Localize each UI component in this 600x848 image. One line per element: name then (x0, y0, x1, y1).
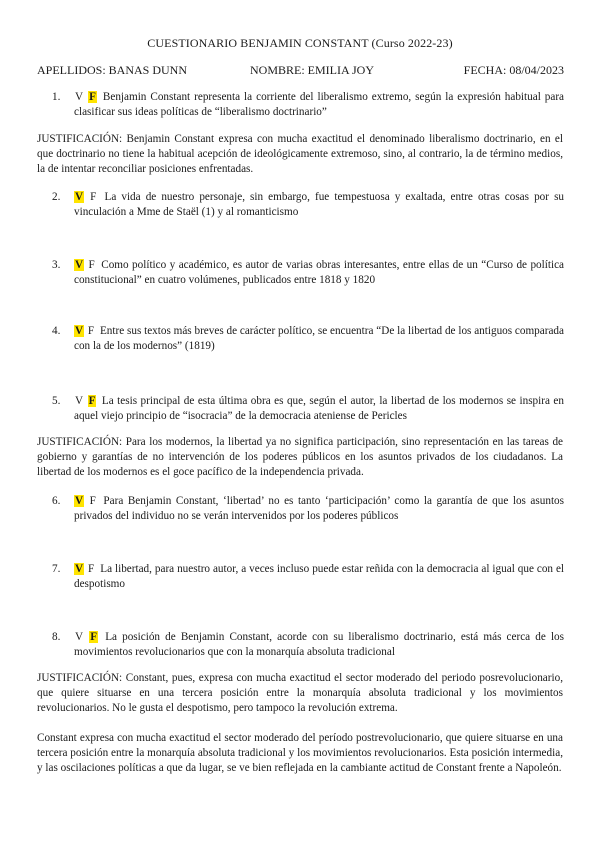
question-number: 5. (52, 395, 61, 407)
option-v[interactable]: V (75, 259, 84, 271)
question-text: Para Benjamin Constant, ‘libertad’ no es tanto ‘participación’ como la garantía de que los asuntos privados del individuo no se verán intervenidos por los poderes públicos (74, 495, 564, 522)
question-number: 6. (52, 495, 61, 507)
option-f[interactable]: F (89, 91, 96, 103)
question-text: Entre sus textos más breves de carácter político, se encuentra “De la libertad de los antiguos comparada con la de los modernos” (1819) (74, 325, 564, 352)
option-v[interactable]: V (75, 563, 84, 575)
justification-5: JUSTIFICACIÓN: Para los modernos, la libertad ya no significa participación, sino representación en las tareas de gobierno y garantías de no intervención de los poderes públicos en los asuntos privados de los ciudadanos. La libertad de los modernos es el goce pacífico de la independencia privada. (37, 436, 563, 478)
question-number: 7. (52, 563, 61, 575)
true-false-options (74, 395, 100, 407)
fecha-field: FECHA: 08/04/2023 (463, 63, 564, 77)
option-v[interactable]: V (75, 395, 84, 407)
option-f[interactable]: F (89, 495, 96, 507)
option-v[interactable]: V (75, 495, 84, 507)
true-false-options (74, 91, 101, 103)
option-v[interactable]: V (75, 91, 84, 103)
nombre-field: NOMBRE: EMILIA JOY (250, 63, 375, 77)
question-4 (52, 324, 564, 354)
option-v[interactable]: V (75, 191, 84, 203)
justification-8: JUSTIFICACIÓN: Constant, pues, expresa con mucha exactitud el sector moderado del periodo posrevolucionario, que quiere situarse en una tercera posición entre la monarquía absoluta tradicional y los movimientos revolucionarios. No le gusta el despotismo, pero tampoco la revolución extrema. (37, 672, 563, 714)
question-number: 4. (52, 325, 61, 337)
option-v[interactable]: V (75, 631, 84, 643)
option-f[interactable]: F (87, 325, 95, 337)
option-f[interactable]: F (90, 191, 97, 203)
question-5 (52, 394, 564, 424)
question-1 (52, 90, 564, 120)
option-f[interactable]: F (90, 631, 98, 643)
true-false-options (74, 191, 102, 203)
option-f[interactable]: F (88, 395, 96, 407)
question-number: 8. (52, 631, 61, 643)
question-number: 3. (52, 259, 61, 271)
true-false-options (74, 495, 101, 507)
true-false-options (74, 631, 103, 643)
question-text: La vida de nuestro personaje, sin embargo, fue tempestuosa y exaltada, entre otras cosas por su vinculación a Mme de Staël (1) y al romanticismo (74, 191, 565, 218)
question-text: La libertad, para nuestro autor, a veces incluso puede estar reñida con la democracia al igual que con el despotismo (74, 563, 565, 590)
question-text: Benjamin Constant representa la corriente del liberalismo extremo, según la expresión habitual para clasificar sus ideas políticas de “liberalismo doctrinario” (74, 91, 565, 118)
question-number: 2. (52, 191, 61, 203)
document-title: CUESTIONARIO BENJAMIN CONSTANT (Curso 2022-23) (147, 36, 453, 50)
question-3 (52, 258, 564, 288)
true-false-options (74, 563, 98, 575)
option-f[interactable]: F (88, 563, 95, 575)
question-number: 1. (52, 91, 61, 103)
justification-1: JUSTIFICACIÓN: Benjamin Constant expresa con mucha exactitud el denominado liberalismo doctrinario, en el que doctrinario no tiene la habitual acepción de ideológicamente extremoso, sino, al contrario, la de término medios, la de intentar reconciliar posiciones enfrentadas. (37, 133, 563, 175)
question-7 (52, 562, 564, 592)
justification-8-extra: Constant expresa con mucha exactitud el sector moderado del período postrevolucionario, que quiere situarse en una tercera posición entre la monarquía absoluta tradicional y los movimientos revolucionarios. Esta posición intermedia, y las oscilaciones políticas a que da lugar, se ve bien reflejada en la cambiante actitud de Constant frente a Napoleón. (37, 732, 563, 774)
apellidos-field: APELLIDOS: BANAS DUNN (37, 63, 188, 77)
question-2 (52, 190, 564, 220)
option-v[interactable]: V (75, 325, 84, 337)
question-text: La tesis principal de esta última obra es que, según el autor, la libertad de los modernos se inspira en aquel viejo principio de “isocracia” de la democracia ateniense de Pericles (74, 395, 564, 422)
option-f[interactable]: F (88, 259, 95, 271)
question-6 (52, 494, 564, 524)
true-false-options (74, 325, 98, 337)
question-text: La posición de Benjamin Constant, acorde con su liberalismo doctrinario, está más cerca de los movimientos revolucionarios que con la monarquía absoluta tradicional (74, 631, 564, 658)
question-text: Como político y académico, es autor de varias obras interesantes, entre ellas de un “Curso de política constitucional” en cuatro volúmenes, publicados entre 1818 y 1820 (74, 259, 565, 286)
true-false-options (74, 259, 99, 271)
question-8 (52, 630, 564, 660)
